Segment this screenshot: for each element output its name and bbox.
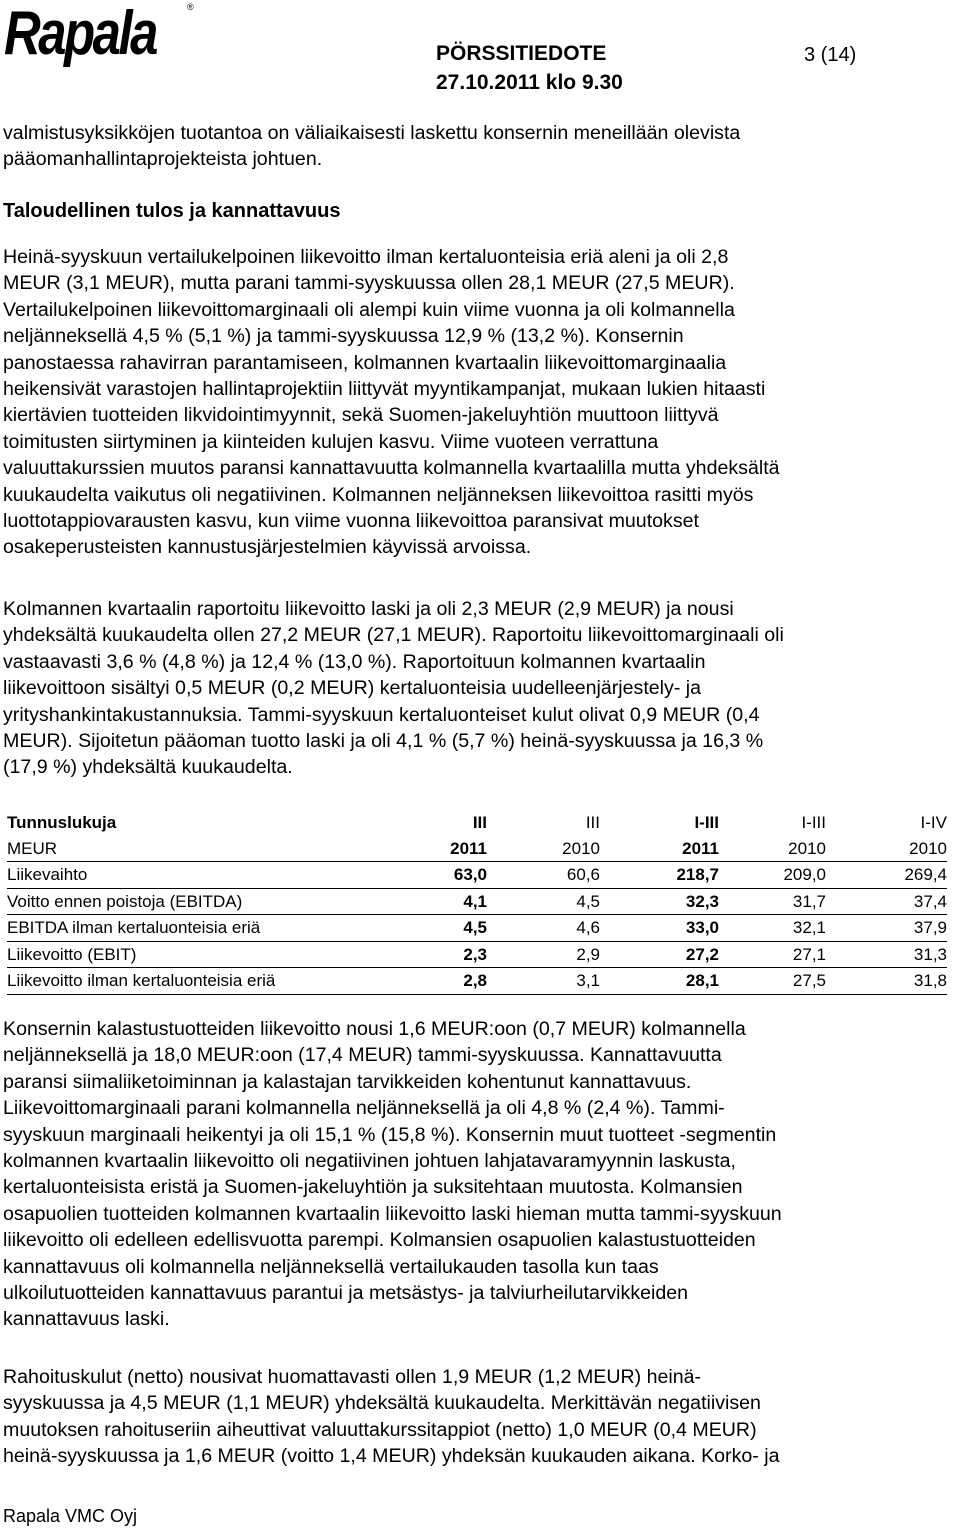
text-line: kannattavuus laski. bbox=[3, 1308, 170, 1331]
page-number: 3 (14) bbox=[804, 44, 857, 66]
table-cell: EBITDA ilman kertaluonteisia eriä bbox=[7, 915, 392, 942]
paragraph-reported-ebit bbox=[3, 596, 959, 781]
table-cell: 218,7 bbox=[600, 862, 719, 889]
text-line: valuuttakurssien muutos paransi kannattavuutta kolmannella kvartaalilla mutta yhdeksältä bbox=[3, 457, 780, 480]
text-line: toimitusten siirtyminen ja kiinteiden kulujen kasvu. Viime vuoteen verrattuna bbox=[3, 430, 659, 453]
key-figures-table bbox=[7, 810, 947, 995]
table-header-cell: 2010 bbox=[719, 836, 826, 862]
text-line: osakeperusteisten kannustusjärjestelmien käyvissä arvoissa. bbox=[3, 536, 532, 559]
section-heading: Taloudellinen tulos ja kannattavuus bbox=[3, 200, 341, 222]
text-line: yhdeksältä kuukaudelta ollen 27,2 MEUR (27,1 MEUR). Raportoitu liikevoittomarginaali oli bbox=[3, 624, 784, 647]
table-cell: 33,0 bbox=[600, 915, 719, 942]
text-line: vastaavasti 3,6 % (4,8 %) ja 12,4 % (13,0 %). Raportoituun kolmannen kvartaalin bbox=[3, 650, 706, 673]
text-line: yrityshankintakustannuksia. Tammi-syyskuun kertaluonteiset kulut olivat 0,9 MEUR (0,4 bbox=[3, 703, 760, 726]
table-cell: 60,6 bbox=[487, 862, 600, 889]
text-line: syyskuussa ja 4,5 MEUR (1,1 MEUR) yhdeksältä kuukaudelta. Merkittävän negatiivisen bbox=[3, 1392, 761, 1415]
table-cell: 2,9 bbox=[487, 941, 600, 968]
table-cell: Liikevoitto (EBIT) bbox=[7, 941, 392, 968]
text-line: neljänneksellä 4,5 % (5,1 %) ja tammi-syyskuussa 12,9 % (13,2 %). Konsernin bbox=[3, 325, 684, 348]
table-header-cell: III bbox=[472, 813, 487, 832]
text-line: neljänneksellä ja 18,0 MEUR:oon (17,4 MEUR) tammi-syyskuussa. Kannattavuutta bbox=[3, 1044, 722, 1067]
table-header-cell: III bbox=[585, 813, 600, 832]
table-row bbox=[7, 915, 947, 942]
paragraph-intro bbox=[3, 120, 959, 173]
table-header-row bbox=[7, 836, 947, 862]
table-cell: 37,4 bbox=[826, 888, 947, 915]
text-line: osapuolien tuotteiden kolmannen kvartaalin liikevoitto laski hieman mutta tammi-syyskuun bbox=[3, 1202, 782, 1225]
text-line: heikensivät varastojen hallintaprojektiin liittyvät myyntikampanjat, mukaan lukien hitaasti bbox=[3, 378, 766, 401]
table-row bbox=[7, 968, 947, 995]
table-header-cell: Tunnuslukuja bbox=[7, 813, 117, 832]
table-header-cell: I-III bbox=[694, 813, 719, 832]
text-line: liikevoittoon sisältyi 0,5 MEUR (0,2 MEUR) kertaluonteisia uudelleenjärjestely- ja bbox=[3, 677, 702, 700]
release-date: 27.10.2011 klo 9.30 bbox=[436, 71, 623, 94]
table-cell: 269,4 bbox=[826, 862, 947, 889]
table-cell: 209,0 bbox=[719, 862, 826, 889]
table-cell: 2,3 bbox=[392, 941, 487, 968]
table-cell: 4,5 bbox=[487, 888, 600, 915]
text-line: kannattavuus oli kolmannella neljänneksellä vertailukauden tasolla kun taas bbox=[3, 1255, 659, 1278]
table-header-cell: 2010 bbox=[487, 836, 600, 862]
table-cell: 31,7 bbox=[719, 888, 826, 915]
table-cell: 27,5 bbox=[719, 968, 826, 995]
table-header-cell: I-III bbox=[801, 813, 826, 832]
paragraph-financial-costs bbox=[3, 1364, 959, 1470]
text-line: Konsernin kalastustuotteiden liikevoitto nousi 1,6 MEUR:oon (0,7 MEUR) kolmannella bbox=[3, 1018, 746, 1040]
text-line: pääomanhallintaprojekteista johtuen. bbox=[3, 148, 323, 171]
table-cell: 27,2 bbox=[600, 941, 719, 968]
text-line: luottotappiovarausten kasvu, kun viime vuonna liikevoittoa paransivat muutokset bbox=[3, 510, 699, 533]
text-line: Liikevoittomarginaali parani kolmannella neljänneksellä ja oli 4,8 % (2,4 %). Tammi- bbox=[3, 1097, 725, 1120]
text-line: muutoksen rahoituseriin aiheuttivat valuuttakurssitappiot (netto) 1,0 MEUR (0,4 MEUR) bbox=[3, 1418, 757, 1441]
table-cell: 31,3 bbox=[826, 941, 947, 968]
text-line: MEUR). Sijoitetun pääoman tuotto laski ja oli 4,1 % (5,7 %) heinä-syyskuussa ja 16,3 % bbox=[3, 730, 764, 753]
paragraph-fishing-products bbox=[3, 1016, 959, 1333]
table-cell: Liikevoitto ilman kertaluonteisia eriä bbox=[7, 968, 392, 995]
table-cell: Voitto ennen poistoja (EBITDA) bbox=[7, 888, 392, 915]
table-header-row bbox=[7, 810, 947, 836]
text-line: liikevoitto oli edelleen edellisvuotta parempi. Kolmansien osapuolien kalastustuotteiden bbox=[3, 1229, 756, 1252]
text-line: kertaluonteisista eristä ja Suomen-jakeluyhtiön ja suksitehtaan muutosta. Kolmansien bbox=[3, 1176, 743, 1199]
text-line: paransi siimaliiketoiminnan ja kalastajan tarvikkeiden kohentunut kannattavuus. bbox=[3, 1070, 692, 1093]
table-cell: 28,1 bbox=[600, 968, 719, 995]
table-header-cell: 2011 bbox=[600, 836, 719, 862]
document-type: PÖRSSITIEDOTE bbox=[436, 42, 607, 65]
table-header-cell: MEUR bbox=[7, 836, 392, 862]
table-header-cell: 2010 bbox=[826, 836, 947, 862]
table-cell: 32,3 bbox=[600, 888, 719, 915]
text-line: kuukaudelta vaikutus oli negatiivinen. Kolmannen neljänneksen liikevoittoa rasitti myös bbox=[3, 483, 754, 506]
text-line: Rahoituskulut (netto) nousivat huomattavasti ollen 1,9 MEUR (1,2 MEUR) heinä- bbox=[3, 1366, 702, 1388]
text-line: kiertävien tuotteiden likvidointimyynnit, sekä Suomen-jakeluyhtiön muuttoon liittyvä bbox=[3, 404, 719, 427]
text-line: ulkoilutuotteiden kannattavuus parantui ja metsästys- ja talviurheilutarvikkeiden bbox=[3, 1282, 689, 1305]
table-cell: 4,6 bbox=[487, 915, 600, 942]
text-line: Vertailukelpoinen liikevoittomarginaali oli alempi kuin viime vuonna ja oli kolmannella bbox=[3, 298, 735, 321]
table-row bbox=[7, 941, 947, 968]
text-line: heinä-syyskuussa ja 1,6 MEUR (voitto 1,4 MEUR) yhdeksän kuukauden aikana. Korko- ja bbox=[3, 1445, 780, 1468]
text-line: (17,9 %) yhdeksältä kuukaudelta. bbox=[3, 756, 293, 779]
rapala-logo bbox=[4, 2, 194, 66]
table-header-cell: I-IV bbox=[920, 813, 947, 832]
table-row bbox=[7, 862, 947, 889]
text-line: Heinä-syyskuun vertailukelpoinen liikevoitto ilman kertaluonteisia eriä aleni ja oli 2,8 bbox=[3, 246, 729, 268]
text-line: Kolmannen kvartaalin raportoitu liikevoitto laski ja oli 2,3 MEUR (2,9 MEUR) ja nousi bbox=[3, 598, 734, 620]
table-cell: 63,0 bbox=[392, 862, 487, 889]
text-line: valmistusyksikköjen tuotantoa on väliaikaisesti laskettu konsernin meneillään olevista bbox=[3, 122, 741, 144]
registered-mark: ® bbox=[187, 2, 194, 12]
table-cell: 31,8 bbox=[826, 968, 947, 995]
table-header-cell: 2011 bbox=[392, 836, 487, 862]
logo-wordmark: Rapala bbox=[4, 0, 156, 68]
text-line: MEUR (3,1 MEUR), mutta parani tammi-syyskuussa ollen 28,1 MEUR (27,5 MEUR). bbox=[3, 272, 735, 295]
footer-company-name: Rapala VMC Oyj bbox=[3, 1506, 138, 1526]
table-cell: Liikevaihto bbox=[7, 862, 392, 889]
table-cell: 2,8 bbox=[392, 968, 487, 995]
table-cell: 27,1 bbox=[719, 941, 826, 968]
table-cell: 37,9 bbox=[826, 915, 947, 942]
table-cell: 3,1 bbox=[487, 968, 600, 995]
table-cell: 4,1 bbox=[392, 888, 487, 915]
text-line: kolmannen kvartaalin liikevoitto oli negatiivinen johtuen lahjatavaramyynnin laskusta, bbox=[3, 1150, 737, 1173]
text-line: panostaessa rahavirran parantamiseen, kolmannen kvartaalin liikevoittomarginaalia bbox=[3, 351, 727, 374]
text-line: syyskuun marginaali heikentyi ja oli 15,1 % (15,8 %). Konsernin muut tuotteet -segmentin bbox=[3, 1123, 777, 1146]
table-cell: 32,1 bbox=[719, 915, 826, 942]
paragraph-profitability bbox=[3, 244, 959, 561]
table-cell: 4,5 bbox=[392, 915, 487, 942]
table-row bbox=[7, 888, 947, 915]
